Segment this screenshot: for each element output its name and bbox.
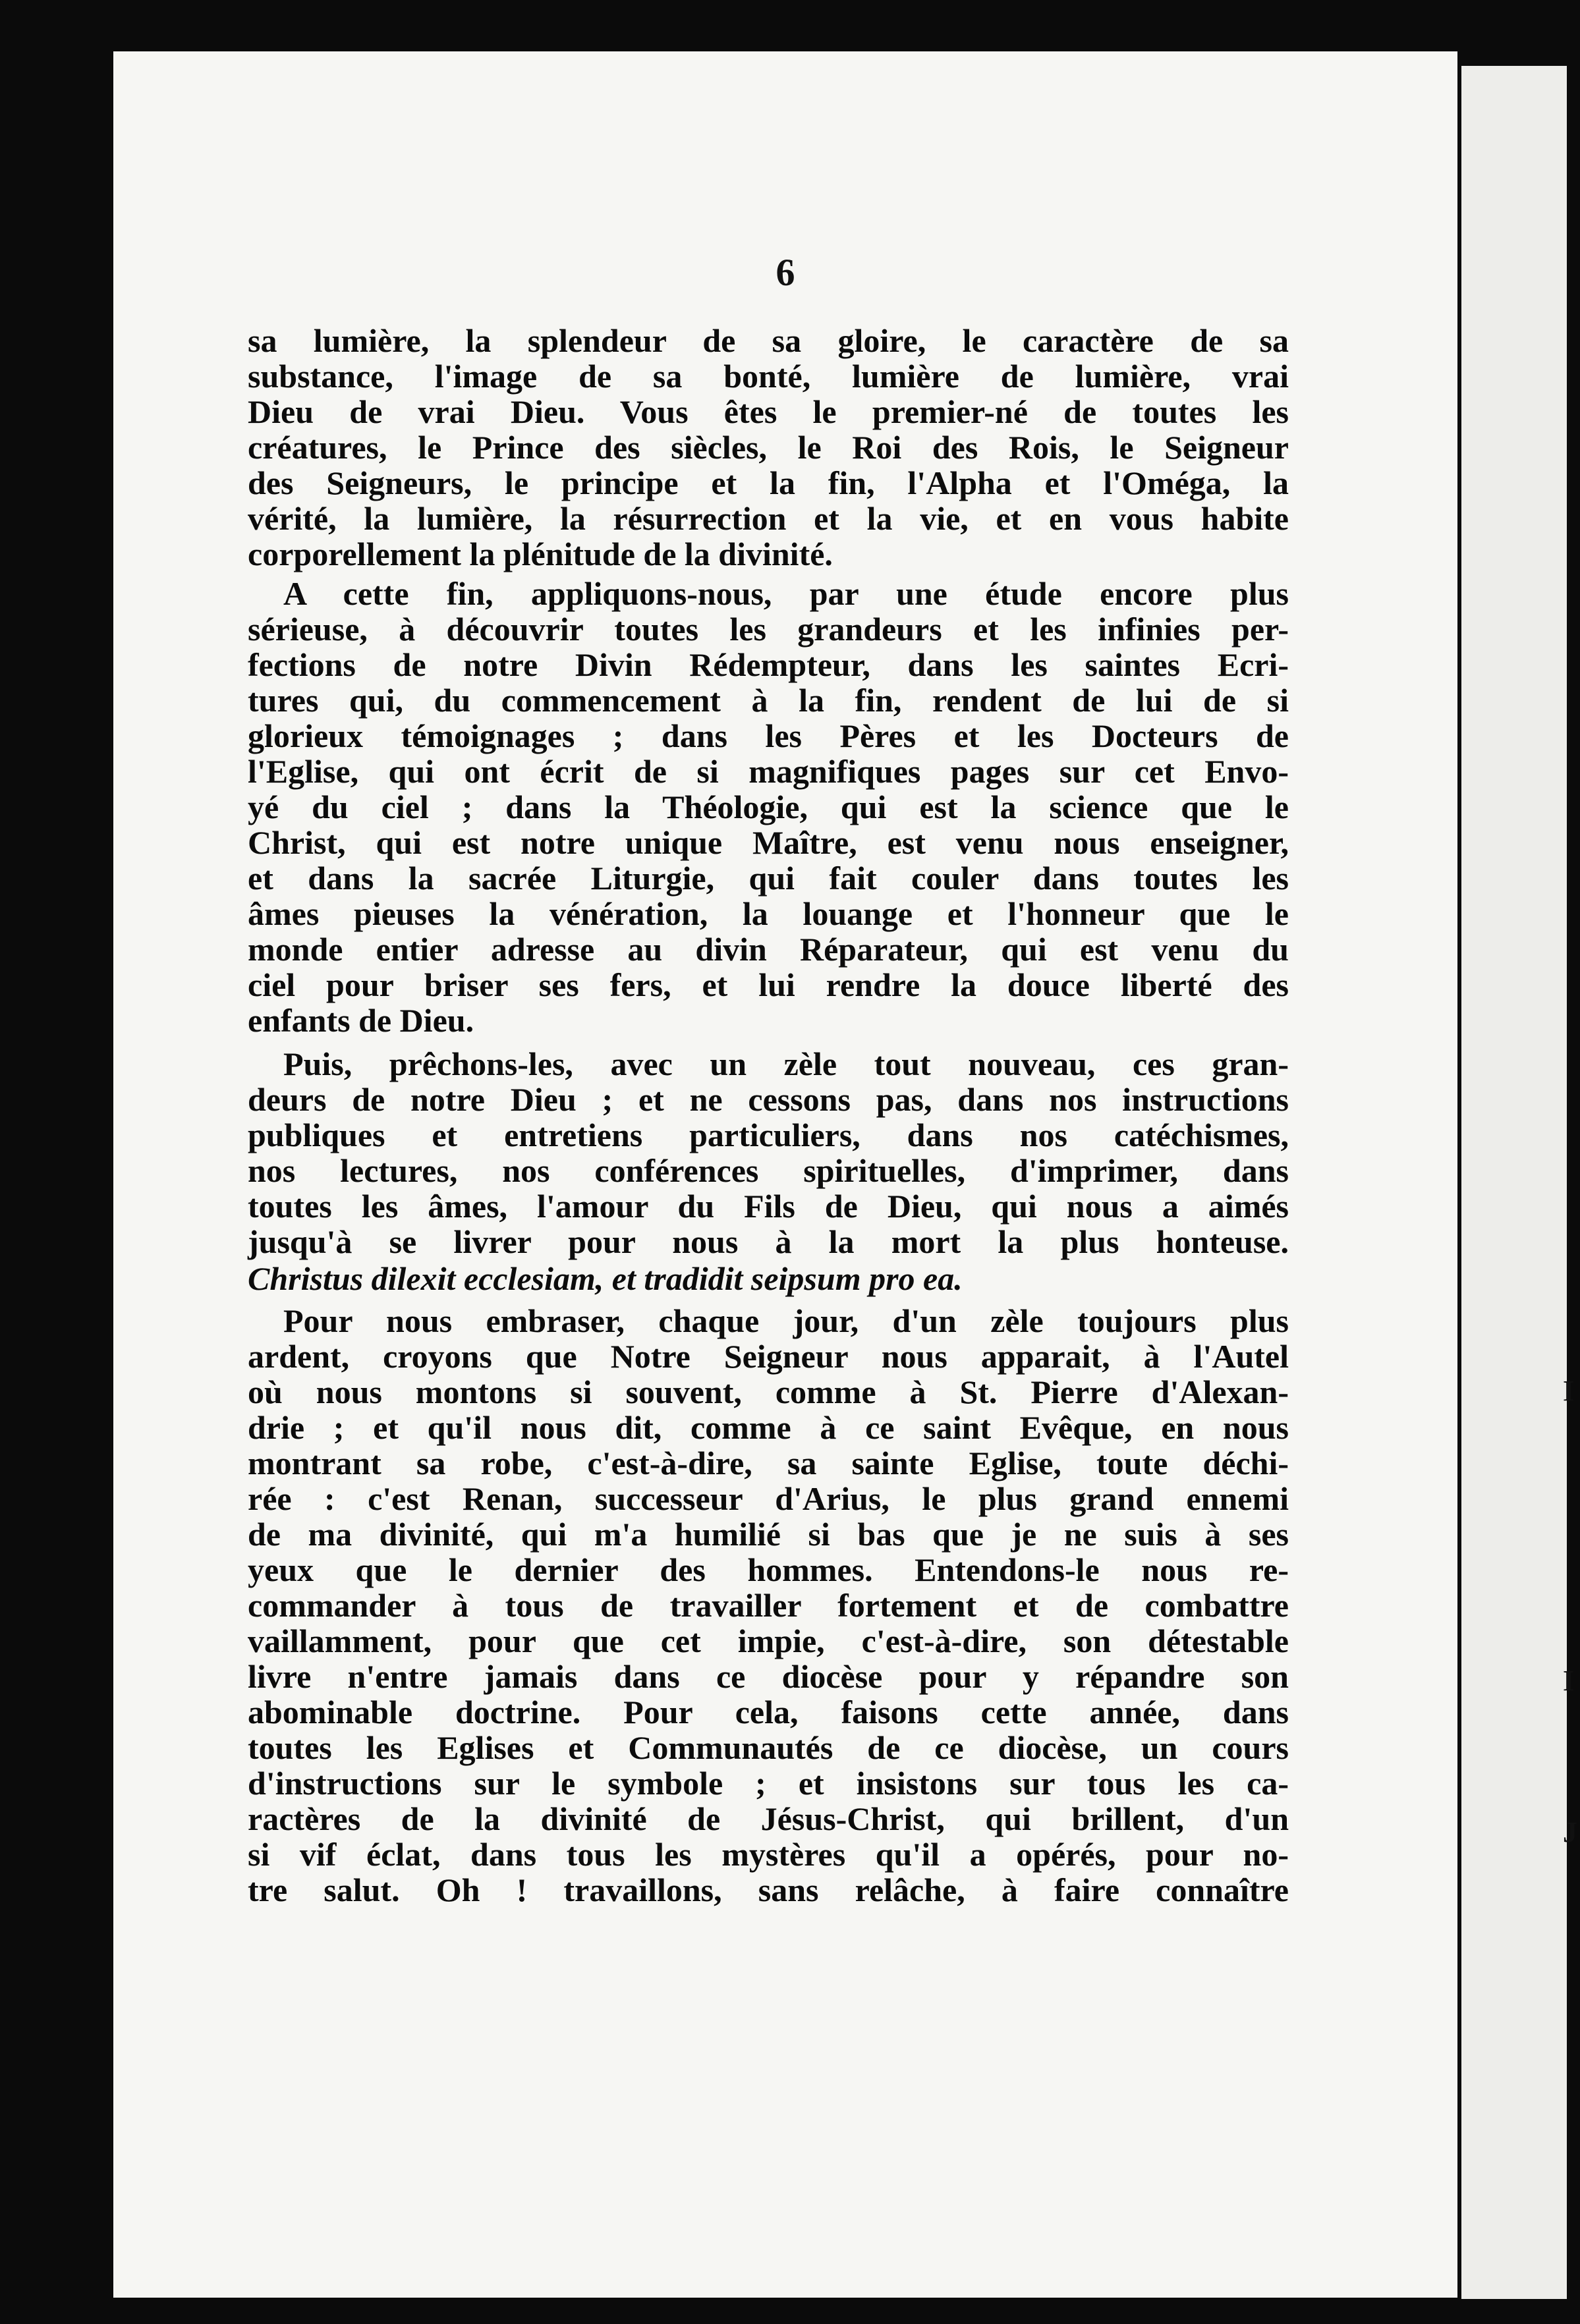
text-line: corporellement la plénitude de la divinité. (248, 536, 833, 572)
text-line: monde entier adresse au divin Réparateur, qui est venu du (248, 931, 1289, 968)
text-line: toutes les âmes, l'amour du Fils de Dieu, qui nous a aimés (248, 1188, 1289, 1225)
text-line: Dieu de vrai Dieu. Vous êtes le premier-né de toutes les (248, 393, 1289, 430)
text-line: âmes pieuses la vénération, la louange et l'honneur que le (248, 895, 1289, 932)
text-line: yé du ciel ; dans la Théologie, qui est la science que le (248, 788, 1289, 825)
latin-quotation: Christus dilexit ecclesiam, et tradidit seipsum pro ea. (248, 1260, 963, 1297)
text-line: glorieux témoignages ; dans les Pères et les Docteurs de (248, 717, 1289, 754)
paragraph-first-line: Pour nous embraser, chaque jour, d'un zèle toujours plus (283, 1302, 1289, 1339)
text-line: sérieuse, à découvrir toutes les grandeurs et les infinies per- (248, 611, 1289, 648)
text-line: nos lectures, nos conférences spirituelles, d'imprimer, dans (248, 1152, 1289, 1189)
paragraph-first-line: A cette fin, appliquons-nous, par une étude encore plus (283, 575, 1289, 612)
text-line: où nous montons si souvent, comme à St. Pierre d'Alexan- (248, 1373, 1289, 1410)
text-line: fections de notre Divin Rédempteur, dans les saintes Ecri- (248, 646, 1289, 683)
text-line: jusqu'à se livrer pour nous à la mort la plus honteuse. (248, 1223, 1289, 1260)
text-line: et dans la sacrée Liturgie, qui fait couler dans toutes les (248, 860, 1289, 897)
text-line: d'instructions sur le symbole ; et insistons sur tous les ca- (248, 1765, 1289, 1802)
text-line: tre salut. Oh ! travaillons, sans relâche, à faire connaître (248, 1871, 1289, 1908)
text-line: sa lumière, la splendeur de sa gloire, le caractère de sa (248, 322, 1289, 359)
text-line: livre n'entre jamais dans ce diocèse pour y répandre son (248, 1658, 1289, 1695)
body-text (248, 0, 1289, 2324)
adjacent-page-glyph: I (1563, 1665, 1575, 1697)
adjacent-page-edge (1461, 66, 1567, 2299)
text-line: abominable doctrine. Pour cela, faisons cette année, dans (248, 1694, 1289, 1730)
text-line: deurs de notre Dieu ; et ne cessons pas, dans nos instructions (248, 1081, 1289, 1118)
text-line: vaillamment, pour que cet impie, c'est-à-dire, son détestable (248, 1622, 1289, 1659)
text-line: toutes les Eglises et Communautés de ce diocèse, un cours (248, 1729, 1289, 1766)
text-line: créatures, le Prince des siècles, le Roi des Rois, le Seigneur (248, 429, 1289, 466)
adjacent-page-glyph: I (1563, 1375, 1575, 1407)
text-line: ciel pour briser ses fers, et lui rendre la douce liberté des (248, 966, 1289, 1003)
text-line: l'Eglise, qui ont écrit de si magnifiques pages sur cet Envo- (248, 753, 1289, 790)
text-line: tures qui, du commencement à la fin, rendent de lui de si (248, 682, 1289, 719)
text-line: Christ, qui est notre unique Maître, est venu nous enseigner, (248, 824, 1289, 861)
text-line: publiques et entretiens particuliers, dans nos catéchismes, (248, 1117, 1289, 1153)
text-line: rée : c'est Renan, successeur d'Arius, le plus grand ennemi (248, 1480, 1289, 1517)
text-line: de ma divinité, qui m'a humilié si bas que je ne suis à ses (248, 1516, 1289, 1553)
text-line: montrant sa robe, c'est-à-dire, sa sainte Eglise, toute déchi- (248, 1445, 1289, 1481)
text-line: des Seigneurs, le principe et la fin, l'Alpha et l'Oméga, la (248, 464, 1289, 501)
text-line: substance, l'image de sa bonté, lumière de lumière, vrai (248, 358, 1289, 395)
page-number: 6 (776, 251, 795, 294)
adjacent-page-glyph: J (1563, 1816, 1577, 1848)
text-line: drie ; et qu'il nous dit, comme à ce saint Evêque, en nous (248, 1409, 1289, 1446)
text-line: si vif éclat, dans tous les mystères qu'il a opérés, pour no- (248, 1836, 1289, 1873)
text-line: enfants de Dieu. (248, 1002, 474, 1039)
paragraph-first-line: Puis, prêchons-les, avec un zèle tout nouveau, ces gran- (283, 1045, 1289, 1082)
text-line: yeux que le dernier des hommes. Entendons-le nous re- (248, 1551, 1289, 1588)
text-line: commander à tous de travailler fortement et de combattre (248, 1587, 1289, 1624)
text-line: vérité, la lumière, la résurrection et la vie, et en vous habite (248, 500, 1289, 537)
text-line: ardent, croyons que Notre Seigneur nous apparait, à l'Autel (248, 1338, 1289, 1375)
text-line: ractères de la divinité de Jésus-Christ, qui brillent, d'un (248, 1800, 1289, 1837)
